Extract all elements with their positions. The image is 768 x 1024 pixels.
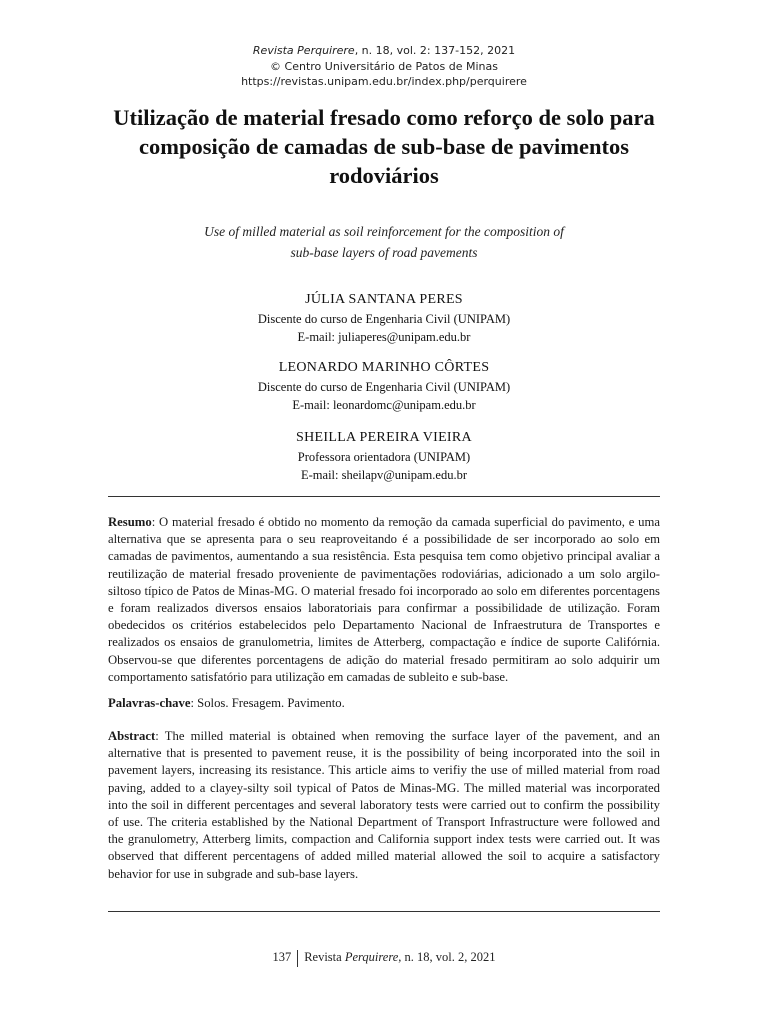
journal-url[interactable]: https://revistas.unipam.edu.br/index.php/perquirere	[241, 75, 527, 88]
resumo-text: : O material fresado é obtido no momento da remoção da camada superficial do pavimento, e uma alternativa que se apresenta para o seu reaproveitando é a possibilidade de ser incorporado ao solo em camadas de pavimentos, aumentando a sua resistência. Esta pesquisa tem como objetivo principal avaliar a reutilização de material fresado proveniente de pavimentações rodoviárias, adicionado a um solo argilo-siltoso típico de Patos de Minas-MG. O material fresado foi incorporado ao solo em diferentes porcentagens e foram realizados diversos ensaios laboratoriais para confirmar a possibilidade de utilização. Foram obedecidos os critérios estabelecidos pelo Departamento Nacional de Infraestrutura de Transportes e realizados os ensaios de granulometria, limites de Atterberg, compactação e índice de suporte Califórnia. Observou-se que diferentes porcentagens de adição do material fresado permitiram ao solo adquirir um comportamento satisfatório para utilização em camadas de subleito e sub-base.	[108, 515, 660, 684]
abstract-label: Abstract	[108, 729, 156, 743]
resumo-label: Resumo	[108, 515, 152, 529]
divider-top	[108, 496, 660, 497]
page-footer	[0, 948, 768, 967]
article-title: Utilização de material fresado como reforço de solo para composição de camadas de sub-base de pavimentos rodoviários	[113, 105, 655, 188]
keywords-label: Palavras-chave	[108, 696, 191, 710]
subtitle-line: Use of milled material as soil reinforcement for the composition of	[204, 224, 564, 239]
author-email[interactable]: E-mail: juliaperes@unipam.edu.br	[297, 330, 471, 344]
journal-name: Revista Perquirere	[252, 44, 355, 57]
keywords-text: : Solos. Fresagem. Pavimento.	[190, 696, 345, 710]
article-subtitle	[120, 221, 648, 263]
journal-header	[0, 43, 768, 90]
author-block	[0, 290, 768, 346]
abstract-paragraph	[108, 728, 660, 883]
subtitle-line: sub-base layers of road pavements	[290, 245, 478, 260]
footer-revista: Revista	[304, 950, 345, 964]
author-block	[0, 358, 768, 414]
author-affiliation: Professora orientadora (UNIPAM)	[297, 450, 471, 464]
divider-bottom	[108, 911, 660, 912]
author-affiliation: Discente do curso de Engenharia Civil (UNIPAM)	[257, 312, 511, 326]
footer-separator	[297, 950, 298, 967]
author-block	[0, 428, 768, 484]
footer-citation: , n. 18, vol. 2, 2021	[398, 950, 496, 964]
resumo-paragraph	[108, 514, 660, 686]
copyright-line: © Centro Universitário de Patos de Minas	[270, 59, 498, 73]
keywords-line	[108, 695, 660, 712]
citation-details: , n. 18, vol. 2: 137-152, 2021	[354, 44, 516, 57]
footer-journal: Perquirere	[344, 950, 399, 964]
author-name: LEONARDO MARINHO CÔRTES	[278, 360, 490, 375]
author-name: JÚLIA SANTANA PERES	[305, 292, 463, 307]
page-number: 137	[272, 950, 292, 964]
author-affiliation: Discente do curso de Engenharia Civil (UNIPAM)	[257, 380, 511, 394]
author-name: SHEILLA PEREIRA VIEIRA	[296, 430, 472, 445]
author-email[interactable]: E-mail: sheilapv@unipam.edu.br	[301, 468, 467, 482]
abstract-text: : The milled material is obtained when removing the surface layer of the pavement, and an alternative that is presented to pavement reuse, it is the possibility of being incorporated into the soil in pavement layers, increasing its resistance. This article aims to verifiy the use of milled material from road paving, added to a clayey-silty soil typical of Patos de Minas-MG. The milled material was incorporated into the soil in different percentages and several laboratory tests were carried out to confirm the possibility of use. The criteria established by the National Department of Transport Infrastructure were followed and the granulometry, Atterberg limits, compaction and California support index tests were carried out. It was observed that different percentagens of added milled material allowed the soil to acquire a satisfactory behavior for use in subgrade and sub-base layers.	[108, 729, 660, 881]
citation-line	[0, 43, 768, 59]
author-email[interactable]: E-mail: leonardomc@unipam.edu.br	[292, 398, 476, 412]
